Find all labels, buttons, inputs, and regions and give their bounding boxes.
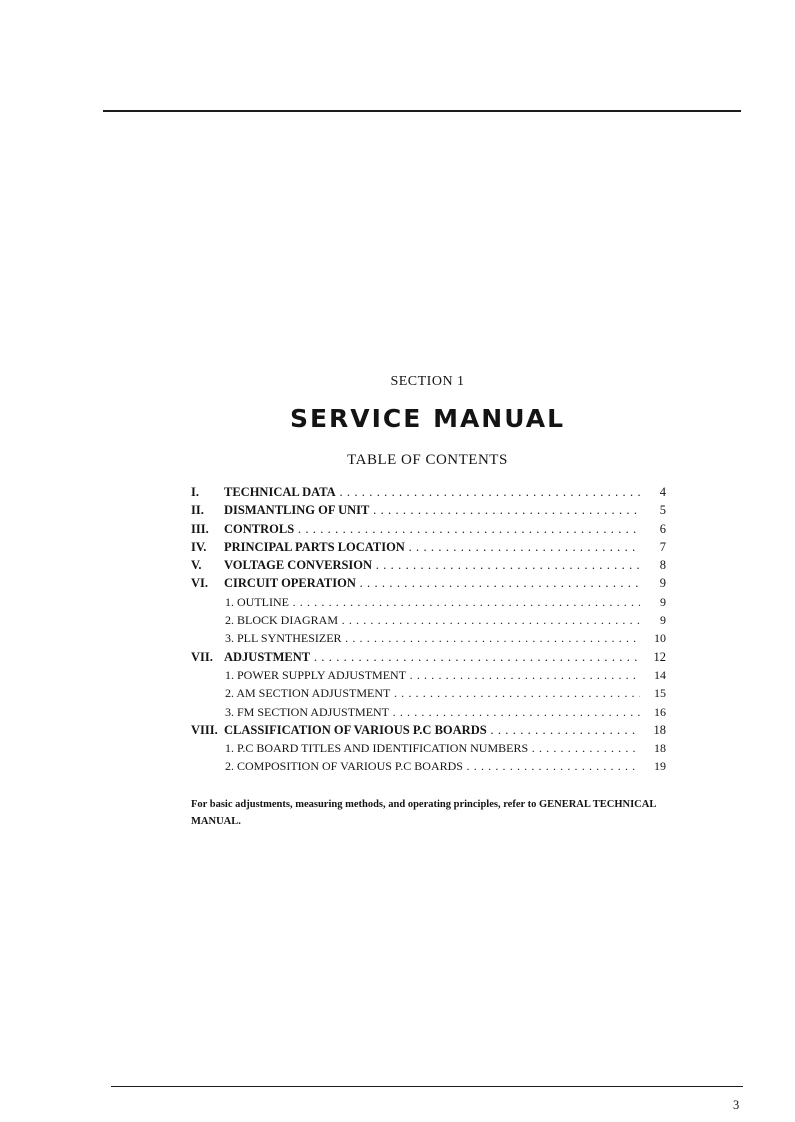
toc-entry-number: V. bbox=[191, 558, 202, 573]
toc-entry-title: 2. COMPOSITION OF VARIOUS P.C BOARDS . . . bbox=[225, 757, 640, 775]
toc-subentry bbox=[191, 629, 666, 647]
toc-entry-title: 1. POWER SUPPLY ADJUSTMENT . . . bbox=[225, 666, 640, 684]
page-title: SERVICE MANUAL bbox=[289, 404, 566, 433]
toc-entry-page: 18 bbox=[654, 741, 666, 756]
toc-entry-title: 1. OUTLINE . . . bbox=[225, 593, 640, 611]
toc-entry-title: 3. PLL SYNTHESIZER . . . bbox=[225, 629, 640, 647]
toc-entry-page: 14 bbox=[654, 667, 666, 682]
toc-entry-title: 2. AM SECTION ADJUSTMENT . . . bbox=[225, 684, 640, 702]
toc-entry-title: 2. BLOCK DIAGRAM . . . bbox=[225, 611, 640, 629]
toc-entry-page: 4 bbox=[659, 485, 666, 499]
toc-entry-number: IV. bbox=[191, 539, 207, 554]
toc-entry bbox=[191, 721, 666, 739]
toc-subentry bbox=[191, 703, 666, 721]
toc-entry bbox=[191, 501, 666, 519]
toc-subentry bbox=[191, 757, 666, 775]
toc-subentry bbox=[191, 739, 666, 757]
bottom-rule bbox=[111, 1086, 743, 1087]
toc-entry-title: ADJUSTMENT . . . bbox=[224, 648, 640, 666]
toc-entry bbox=[191, 574, 666, 592]
toc-entry-number: II. bbox=[191, 503, 204, 518]
section-heading: SECTION 1 bbox=[390, 374, 465, 389]
toc-entry-number: VII. bbox=[191, 649, 213, 664]
toc-entry-title: VOLTAGE CONVERSION . . . bbox=[224, 556, 640, 574]
toc-entry-title: 3. FM SECTION ADJUSTMENT . . . bbox=[225, 703, 640, 721]
toc-entry bbox=[191, 538, 666, 556]
toc-entry-page: 6 bbox=[659, 521, 666, 536]
toc-entry bbox=[191, 648, 666, 666]
toc-entry-number: VIII. bbox=[191, 722, 218, 737]
toc-entry-title: DISMANTLING OF UNIT . . . bbox=[224, 501, 640, 519]
toc-entry-page: 18 bbox=[653, 722, 666, 737]
toc-entry bbox=[191, 520, 666, 538]
toc-subentry bbox=[191, 684, 666, 702]
toc-entry-page: 7 bbox=[659, 539, 666, 554]
toc-entry-page: 19 bbox=[654, 759, 666, 774]
toc-subentry bbox=[191, 666, 666, 684]
toc-entry-title: 1. P.C BOARD TITLES AND IDENTIFICATION NUMBERS . . . bbox=[225, 739, 640, 757]
toc-entry-number: I. bbox=[191, 485, 199, 499]
toc-entry-page: 12 bbox=[653, 649, 666, 664]
toc-entry-page: 5 bbox=[659, 503, 666, 518]
toc-entry-number: VI. bbox=[191, 576, 209, 591]
toc-entry-page: 16 bbox=[654, 704, 666, 719]
toc-entry-title: CIRCUIT OPERATION . . . bbox=[224, 574, 640, 592]
toc-entry-title: CONTROLS . . . bbox=[224, 520, 640, 538]
top-rule bbox=[103, 110, 741, 112]
table-of-contents bbox=[191, 483, 666, 776]
toc-heading: TABLE OF CONTENTS bbox=[347, 452, 508, 468]
toc-subentry bbox=[191, 593, 666, 611]
footnote: For basic adjustments, measuring methods, and operating principles, refer to GENERAL TECHNICAL MANUAL. bbox=[191, 799, 656, 827]
toc-entry bbox=[191, 556, 666, 574]
toc-subentry bbox=[191, 611, 666, 629]
toc-entry-page: 9 bbox=[660, 594, 666, 609]
toc-entry-page: 15 bbox=[654, 686, 666, 701]
toc-entry-page: 10 bbox=[654, 631, 666, 646]
page-number: 3 bbox=[733, 1098, 740, 1112]
toc-entry-number: III. bbox=[191, 521, 209, 536]
toc-entry-title: PRINCIPAL PARTS LOCATION . . . bbox=[224, 538, 640, 556]
toc-entry-title: CLASSIFICATION OF VARIOUS P.C BOARDS . . . bbox=[224, 721, 640, 739]
toc-entry bbox=[191, 483, 666, 501]
toc-entry-page: 8 bbox=[659, 558, 666, 573]
toc-entry-page: 9 bbox=[660, 613, 666, 628]
toc-entry-title: TECHNICAL DATA . . . bbox=[224, 483, 640, 501]
toc-entry-page: 9 bbox=[659, 576, 666, 591]
